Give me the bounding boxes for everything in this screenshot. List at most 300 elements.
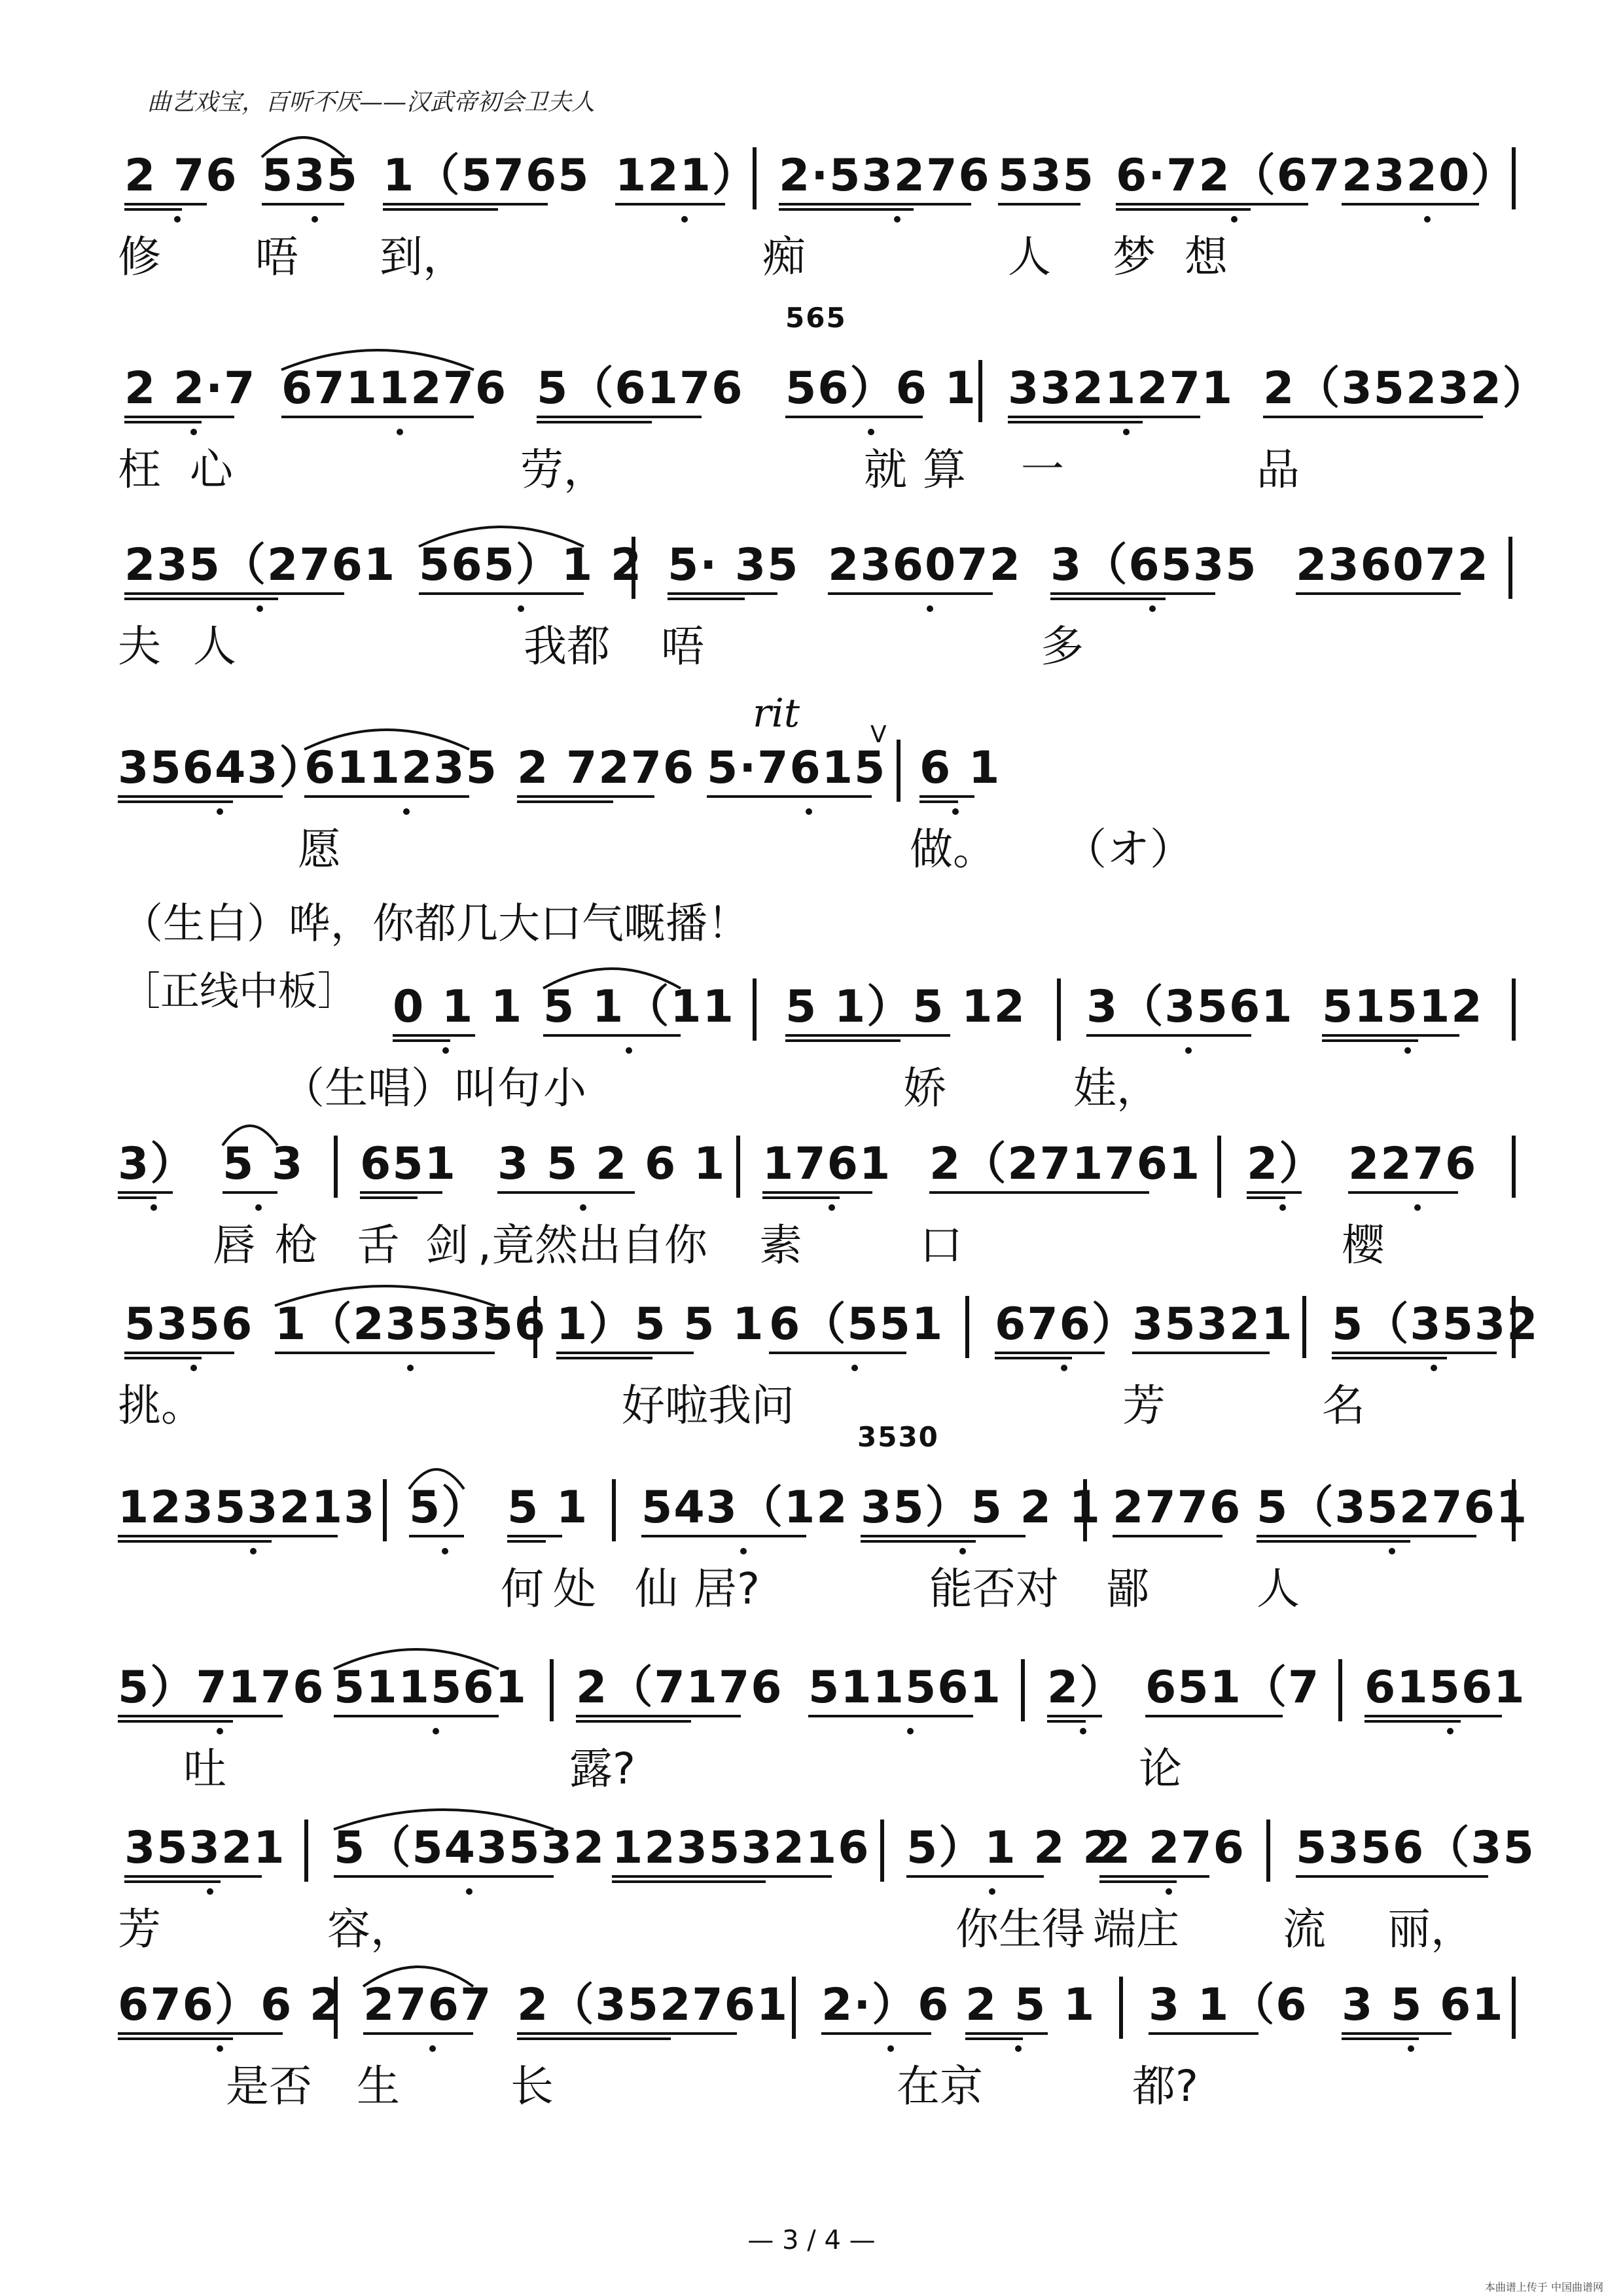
beam-line	[1364, 1715, 1502, 1717]
lyric-syllable: 芳	[118, 1904, 161, 1954]
beam-line	[1342, 2037, 1419, 2040]
beam-line	[861, 1535, 1026, 1537]
lyric-syllable: 多	[1041, 621, 1084, 672]
beam-line	[1086, 1034, 1251, 1037]
lyric-syllable: 能否对	[929, 1564, 1059, 1614]
beam-line	[383, 203, 548, 206]
octave-dot	[190, 429, 197, 435]
beam-line	[304, 795, 469, 798]
lyric-syllable: 是否	[226, 2061, 312, 2111]
lyric-syllable: 修	[118, 232, 161, 282]
lyric-syllable: 挑。	[118, 1380, 204, 1431]
lyric-syllable: （オ）	[1063, 824, 1193, 874]
octave-dot	[927, 605, 933, 612]
notation-group: 6·72（67	[1116, 150, 1342, 202]
lyric-syllable: 算	[923, 444, 966, 495]
beam-line	[1342, 2032, 1452, 2035]
beam-line	[124, 1357, 202, 1359]
beam-line	[409, 1535, 464, 1537]
lyric-syllable: 口	[919, 1220, 963, 1270]
lyric-syllable: 你生得	[955, 1904, 1085, 1954]
octave-dot	[217, 808, 223, 815]
lyric-syllable: 品	[1257, 444, 1300, 495]
beam-line	[393, 1034, 475, 1037]
beam-line	[1342, 203, 1479, 206]
slur-arc	[0, 1947, 1623, 2000]
lyric-syllable: 娇	[903, 1063, 946, 1113]
notation-group: 511561	[334, 1662, 527, 1713]
beam-line	[906, 1875, 1044, 1878]
notation-group: 3321271	[1008, 363, 1234, 414]
notation-group: 2）	[1247, 1138, 1325, 1190]
notation-group: 6（551	[769, 1299, 944, 1350]
lyric-syllable: 名	[1322, 1380, 1365, 1431]
notation-group: 2767	[363, 1979, 493, 2031]
octave-dot	[868, 429, 874, 435]
lyric-syllable: 吐	[183, 1744, 226, 1794]
notation-group: 3（6535	[1050, 539, 1258, 591]
beam-line	[1296, 592, 1461, 595]
lyric-syllable: （生唱）叫句	[281, 1063, 541, 1113]
notation-group: 0 1 1	[393, 981, 524, 1033]
octave-dot	[397, 429, 403, 435]
notation-group: 5）7176	[118, 1662, 325, 1713]
lyric-syllable: ,竟然出自你	[478, 1220, 707, 1270]
lyric-syllable: 容，	[327, 1904, 414, 1954]
octave-dot	[1279, 1204, 1286, 1211]
lyric-syllable: 樱	[1342, 1220, 1385, 1270]
beam-line	[1132, 1352, 1270, 1354]
slur-arc	[0, 710, 1623, 762]
beam-line	[1099, 1875, 1209, 1878]
notation-group: 2 76	[124, 150, 238, 202]
octave-dot	[1389, 1548, 1395, 1554]
beam-line	[612, 1880, 766, 1883]
notation-group: 56）6 1	[785, 363, 977, 414]
notation-group: 1（5765	[383, 150, 590, 202]
beam-line	[1050, 598, 1166, 600]
octave-dot	[190, 1365, 197, 1371]
notation-group: 5（3532	[1332, 1299, 1539, 1350]
octave-dot	[217, 1728, 223, 1734]
beam-line	[1296, 1875, 1488, 1878]
octave-dot	[429, 2045, 436, 2052]
octave-dot	[250, 1548, 257, 1554]
beam-line	[668, 592, 777, 595]
notation-group: 5（543532	[334, 1822, 606, 1874]
beam-line	[556, 1357, 652, 1359]
notation-group: 511561	[808, 1662, 1002, 1713]
notation-group: 35321	[124, 1822, 286, 1874]
octave-dot	[907, 1728, 914, 1734]
lyric-syllable: 人	[1008, 232, 1051, 282]
lyric-syllable: 就	[864, 444, 907, 495]
beam-line	[1348, 1191, 1458, 1194]
lyric-syllable: 论	[1139, 1744, 1182, 1794]
beam-line	[1145, 1715, 1283, 1717]
beam-line	[995, 1352, 1105, 1354]
notation-group: 2 5 1	[965, 1979, 1096, 2031]
slur-arc	[0, 507, 1623, 560]
lyric-syllable: 人	[1257, 1564, 1300, 1614]
notation-group: 236072	[1296, 539, 1489, 591]
lyric-syllable: 何	[501, 1564, 544, 1614]
octave-dot	[1061, 1365, 1067, 1371]
page-number: — 3 / 4 —	[747, 2225, 876, 2255]
octave-dot	[174, 216, 181, 223]
beam-line	[1116, 208, 1251, 211]
grace-notes: 3530	[857, 1421, 939, 1453]
octave-dot	[407, 1365, 414, 1371]
octave-dot	[442, 1548, 448, 1554]
lyric-syllable: 芳	[1122, 1380, 1166, 1431]
notation-group: 2·53276	[779, 150, 991, 202]
slur-arc	[0, 118, 1623, 170]
beam-line	[124, 598, 278, 600]
lyric-syllable: 唔	[661, 621, 704, 672]
notation-group: 12353213	[118, 1482, 376, 1534]
notation-group: 651（7	[1145, 1662, 1321, 1713]
beam-line	[360, 1191, 442, 1194]
lyric-syllable: 端庄	[1093, 1904, 1179, 1954]
octave-dot	[1149, 605, 1156, 612]
beam-line	[556, 1352, 694, 1354]
octave-dot	[1424, 216, 1431, 223]
beam-line	[223, 1191, 277, 1194]
beam-line	[1263, 416, 1483, 418]
octave-dot	[518, 605, 524, 612]
lyric-syllable: 丽，	[1387, 1904, 1474, 1954]
notation-group: 1（235356	[275, 1299, 547, 1350]
beam-line	[995, 1357, 1072, 1359]
octave-dot	[442, 1047, 449, 1054]
notation-group: 2 2·7	[124, 363, 257, 414]
beam-line	[821, 2032, 931, 2035]
notation-group: 676）6 2	[118, 1979, 342, 2031]
lyric-syllable: 到，	[380, 232, 466, 282]
beam-line	[124, 203, 207, 206]
notation-group: 51512	[1322, 981, 1484, 1033]
beam-line	[1099, 1880, 1177, 1883]
notation-group: 5（6176	[537, 363, 744, 414]
octave-dot	[1185, 1047, 1192, 1054]
lyric-syllable: 唇	[213, 1220, 256, 1270]
beam-line	[1113, 1535, 1222, 1537]
slur-arc	[0, 331, 1623, 383]
notation-group: 5（352761	[1257, 1482, 1529, 1534]
beam-line	[785, 1039, 901, 1042]
lyric-syllable: 小	[543, 1063, 586, 1113]
beam-line	[118, 800, 233, 803]
notation-group: 5356（35	[1296, 1822, 1535, 1874]
beam-line	[576, 1715, 741, 1717]
notation-group: 2（35232）	[1263, 363, 1548, 414]
notation-group: 1761	[762, 1138, 892, 1190]
beam-line	[1116, 203, 1308, 206]
beam-line	[707, 795, 872, 798]
beam-line	[118, 2032, 283, 2035]
notation-group: 5）1 2 2	[906, 1822, 1115, 1874]
notation-group: 651	[360, 1138, 457, 1190]
lyric-syllable: 好啦我问	[622, 1380, 794, 1431]
beam-line	[779, 203, 971, 206]
octave-dot	[257, 605, 263, 612]
octave-dot	[1408, 2045, 1414, 2052]
notation-group: 2（7176	[576, 1662, 783, 1713]
lyric-syllable: 剑	[425, 1220, 469, 1270]
octave-dot	[681, 216, 688, 223]
beam-line	[124, 208, 182, 211]
notation-group: 2（352761	[517, 1979, 789, 2031]
lyric-syllable: 鄙	[1106, 1564, 1149, 1614]
notation-group: 2（271761	[929, 1138, 1202, 1190]
lyric-syllable: 做。	[910, 824, 996, 874]
lyric-syllable: 娃，	[1073, 1063, 1160, 1113]
beam-line	[118, 2037, 233, 2040]
beam-line	[334, 1875, 554, 1878]
beam-line	[641, 1535, 806, 1537]
lyric-syllable: 仙	[635, 1564, 678, 1614]
beam-line	[1257, 1540, 1410, 1543]
beam-line	[965, 2032, 1048, 2035]
notation-group: 12353216	[612, 1822, 870, 1874]
notation-group: 5 1（11	[543, 981, 735, 1033]
lyric-syllable: 素	[759, 1220, 802, 1270]
octave-dot	[207, 1888, 213, 1895]
octave-dot	[989, 1888, 995, 1895]
beam-line	[118, 795, 283, 798]
lyric-syllable: 痴	[762, 232, 806, 282]
notation-group: 3）	[118, 1138, 196, 1190]
slur-arc	[0, 1450, 1623, 1502]
beam-line	[1257, 1535, 1476, 1537]
octave-dot	[829, 1204, 835, 1211]
octave-dot	[1123, 429, 1130, 435]
octave-dot	[740, 1548, 747, 1554]
beam-line	[517, 2032, 737, 2035]
beam-line	[828, 592, 993, 595]
octave-dot	[851, 1365, 858, 1371]
lyric-syllable: 在京	[897, 2061, 983, 2111]
notation-group: 236072	[828, 539, 1022, 591]
notation-group: 5 3	[223, 1138, 304, 1190]
octave-dot	[626, 1047, 632, 1054]
beam-line	[124, 416, 234, 418]
lyric-syllable: 处	[553, 1564, 596, 1614]
beam-line	[1008, 421, 1143, 423]
beam-line	[808, 1715, 973, 1717]
beam-line	[785, 416, 923, 418]
octave-dot	[1404, 1047, 1411, 1054]
notation-group: 3（3561	[1086, 981, 1294, 1033]
beam-line	[383, 208, 498, 211]
page-header: 曲艺戏宝，百听不厌——汉武帝初会卫夫人	[147, 89, 596, 116]
notation-group: 1）5 5 1	[556, 1299, 765, 1350]
lyric-syllable: 舌	[357, 1220, 400, 1270]
slur-arc	[0, 1630, 1623, 1682]
beam-line	[507, 1540, 546, 1543]
grace-notes: 565	[785, 302, 847, 334]
beam-line	[118, 1720, 233, 1723]
beam-line	[1149, 2032, 1258, 2035]
spoken-line: （生白）哗，你都几大口气嘅播！	[121, 900, 749, 948]
lyric-syllable: 劳，	[520, 444, 607, 495]
notation-group: 35321	[1132, 1299, 1294, 1350]
beam-line	[262, 203, 344, 206]
slur-arc	[0, 1106, 1623, 1158]
beam-line	[507, 1535, 562, 1537]
lyric-syllable: 长	[510, 2061, 554, 2111]
notation-group: 5· 35	[668, 539, 800, 591]
beam-line	[517, 2037, 671, 2040]
beam-line	[615, 203, 725, 206]
notation-group: 35643）	[118, 742, 325, 794]
beam-line	[497, 1191, 635, 1194]
beam-line	[1322, 1034, 1459, 1037]
beam-line	[537, 421, 652, 423]
beam-line	[1332, 1352, 1497, 1354]
beam-line	[124, 1352, 234, 1354]
beam-line	[275, 1352, 495, 1354]
notation-group: 535	[262, 150, 359, 202]
lyric-syllable: 唔	[255, 232, 298, 282]
ritardando-mark: rit	[753, 691, 800, 736]
beam-line	[919, 800, 958, 803]
beam-line	[124, 1875, 262, 1878]
beam-line	[393, 1039, 450, 1042]
beam-line	[785, 1034, 950, 1037]
beam-line	[965, 2037, 1023, 2040]
notation-group: 2776	[1113, 1482, 1242, 1534]
lyric-syllable: 人	[193, 621, 236, 672]
beam-line	[543, 1034, 681, 1037]
beam-line	[1247, 1191, 1302, 1194]
beam-line	[1047, 1715, 1102, 1717]
beam-line	[861, 1540, 976, 1543]
notation-group: 3 5 61	[1342, 1979, 1505, 2031]
beam-line	[1047, 1720, 1086, 1723]
beam-line	[762, 1191, 872, 1194]
beam-line	[779, 208, 914, 211]
notation-group: 5 1	[507, 1482, 589, 1534]
lyric-syllable: 想	[1185, 232, 1228, 282]
notation-group: 676）	[995, 1299, 1137, 1350]
octave-dot	[466, 1888, 473, 1895]
octave-dot	[959, 1548, 966, 1554]
lyric-syllable: 心	[190, 444, 233, 495]
beam-line	[360, 1196, 418, 1199]
octave-dot	[312, 216, 318, 223]
notation-group: 611235	[304, 742, 498, 794]
beam-line	[124, 592, 344, 595]
beam-line	[1364, 1720, 1461, 1723]
beam-line	[1008, 416, 1200, 418]
lyric-syllable: 生	[357, 2061, 400, 2111]
beam-line	[118, 1715, 283, 1717]
beam-line	[1322, 1039, 1418, 1042]
lyric-syllable: 枉	[118, 444, 161, 495]
beam-line	[118, 1540, 272, 1543]
beam-line	[118, 1196, 156, 1199]
octave-dot	[887, 2045, 894, 2052]
lyric-syllable: 流	[1283, 1904, 1326, 1954]
lyric-syllable: 都?	[1132, 2061, 1199, 2111]
beam-line	[998, 203, 1080, 206]
beam-line	[118, 1191, 173, 1194]
notation-group: 5）	[409, 1482, 488, 1534]
octave-dot	[217, 2045, 223, 2052]
octave-dot	[580, 1204, 586, 1211]
notation-group: 5356	[124, 1299, 254, 1350]
lyric-syllable: 我都	[524, 621, 610, 672]
beam-line	[517, 800, 613, 803]
octave-dot	[952, 808, 959, 815]
octave-dot	[433, 1728, 439, 1734]
notation-group: 2·）6	[821, 1979, 950, 2031]
notation-group: 121）	[615, 150, 758, 202]
notation-group: 61561	[1364, 1662, 1526, 1713]
beam-line	[334, 1715, 499, 1717]
breath-mark: V	[870, 721, 887, 748]
beam-line	[1050, 592, 1215, 595]
notation-group: 535	[998, 150, 1095, 202]
octave-dot	[1015, 2045, 1022, 2052]
lyric-syllable: 枪	[275, 1220, 318, 1270]
slur-arc	[0, 1790, 1623, 1842]
beam-line	[576, 1720, 691, 1723]
beam-line	[517, 795, 654, 798]
beam-line	[118, 1535, 338, 1537]
octave-dot	[1231, 216, 1238, 223]
notation-group: 3 5 2 6 1	[497, 1138, 726, 1190]
notation-group: 2320）	[1342, 150, 1517, 202]
notation-group: 2 7276	[517, 742, 696, 794]
beam-line	[769, 1352, 906, 1354]
beam-line	[124, 421, 202, 423]
notation-group: 565）1 2	[419, 539, 643, 591]
lyric-syllable: 夫	[118, 621, 161, 672]
upload-credit: 本曲谱上传于 中国曲谱网	[1484, 2281, 1603, 2293]
lyric-syllable: 愿	[298, 824, 341, 874]
beam-line	[537, 416, 702, 418]
beam-line	[929, 1191, 1149, 1194]
notation-group: 2）	[1047, 1662, 1126, 1713]
notation-group: 5 1）5 12	[785, 981, 1026, 1033]
slur-arc	[0, 1266, 1623, 1319]
beam-line	[124, 1880, 221, 1883]
lyric-syllable: 梦	[1113, 232, 1156, 282]
octave-dot	[806, 808, 812, 815]
notation-group: 5·7615	[707, 742, 887, 794]
notation-group: 543（12	[641, 1482, 849, 1534]
notation-group: 35）5 2 1	[861, 1482, 1101, 1534]
beam-line	[668, 598, 745, 600]
octave-dot	[403, 808, 410, 815]
beam-line	[612, 1875, 832, 1878]
octave-dot	[1414, 1204, 1421, 1211]
notation-group: 6711276	[281, 363, 508, 414]
lyric-syllable: 露?	[569, 1744, 636, 1794]
beam-line	[363, 2032, 473, 2035]
beam-line	[762, 1196, 840, 1199]
beam-line	[281, 416, 474, 418]
octave-dot	[1166, 1888, 1172, 1895]
beam-line	[1332, 1357, 1447, 1359]
notation-group: 235（2761	[124, 539, 397, 591]
lyric-syllable: 一	[1021, 444, 1064, 495]
beam-line	[919, 795, 974, 798]
tempo-label: ［正线中板］	[121, 969, 357, 1014]
